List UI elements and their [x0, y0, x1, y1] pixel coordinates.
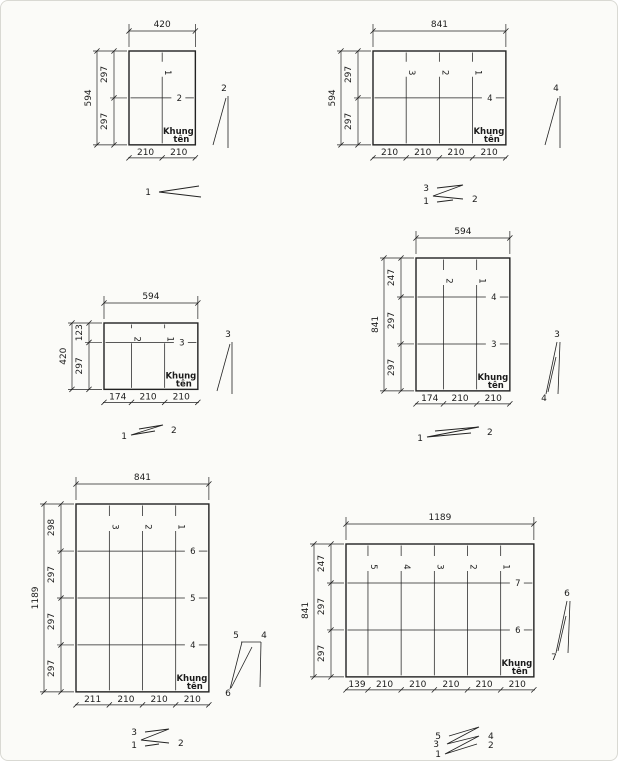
- v-fold-number: 3: [406, 70, 417, 76]
- v-fold-number: 1: [164, 336, 175, 342]
- col-dim-label: 210: [136, 147, 155, 158]
- seq-zigzag: [159, 192, 201, 197]
- seq-fold-number: 1: [423, 197, 429, 207]
- col-dim-label: 210: [183, 694, 201, 705]
- row-dim-label: 297: [47, 612, 57, 631]
- title-block-line2: tên: [511, 666, 528, 677]
- row-dim-label: 297: [47, 565, 57, 584]
- side-fold-number: 7: [551, 653, 557, 663]
- h-fold-number: 6: [190, 547, 196, 558]
- col-dim-label: 210: [414, 147, 432, 158]
- side-fold-line: [260, 642, 261, 687]
- top-dim-label: 594: [454, 227, 472, 237]
- col-dim-label: 210: [480, 147, 498, 158]
- diagram-a2-landscape: [59, 292, 232, 442]
- seq-zigzag: [445, 727, 479, 754]
- col-dim-label: 174: [421, 393, 439, 404]
- top-dim-label: 594: [142, 292, 160, 302]
- title-block-line1: Khung: [477, 372, 509, 383]
- col-dim-label: 210: [380, 147, 399, 158]
- side-fold-number: 4: [261, 631, 267, 641]
- h-fold-number: 3: [491, 339, 497, 350]
- seq-fold-number: 1: [131, 741, 137, 751]
- side-fold-line: [548, 357, 556, 392]
- col-dim-label: 210: [447, 147, 465, 158]
- row-dim-label: 297: [100, 65, 110, 84]
- side-fold-number: 4: [553, 84, 559, 94]
- col-dim-label: 210: [170, 147, 188, 158]
- seq-zigzag: [159, 186, 199, 192]
- h-fold-number: 4: [190, 640, 196, 651]
- h-fold-number: 6: [515, 625, 521, 636]
- side-fold-line: [545, 98, 558, 145]
- side-fold-line: [213, 98, 226, 145]
- col-dim-label: 174: [109, 392, 127, 403]
- v-fold-number: 1: [476, 278, 487, 284]
- seq-zigzag: [141, 729, 169, 743]
- overall-dim-label: 594: [84, 89, 94, 107]
- side-fold-line: [558, 616, 566, 651]
- top-dim-label: 841: [133, 473, 152, 483]
- title-block-line1: Khung: [501, 658, 533, 669]
- row-dim-label: 297: [387, 358, 397, 377]
- title-block-line2: tên: [483, 134, 500, 145]
- side-fold-number: 5: [233, 631, 239, 641]
- row-dim-label: 297: [344, 112, 354, 130]
- row-dim-label: 297: [100, 112, 110, 130]
- side-fold-line: [558, 342, 560, 394]
- row-dim-label: 297: [75, 357, 85, 375]
- row-dim-label: 297: [344, 65, 354, 84]
- v-fold-number: 1: [175, 524, 186, 530]
- seq-fold-number: 2: [472, 195, 478, 205]
- diagram-a3-portrait: [84, 20, 228, 198]
- title-block-line1: Khung: [473, 126, 505, 137]
- seq-fold-number: 2: [171, 426, 177, 436]
- overall-dim-label: 841: [371, 315, 381, 334]
- side-fold-line: [217, 344, 230, 391]
- side-fold-line: [556, 601, 567, 653]
- v-fold-number: 2: [131, 336, 142, 342]
- diagram-a0-portrait: [31, 473, 267, 751]
- col-dim-label: 210: [409, 679, 427, 690]
- title-block-line2: tên: [173, 134, 190, 145]
- col-dim-label: 210: [484, 393, 502, 404]
- v-fold-number: 2: [467, 564, 478, 570]
- seq-zigzag: [145, 744, 159, 746]
- col-dim-label: 210: [139, 392, 157, 403]
- seq-fold-number: 2: [178, 739, 184, 749]
- row-dim-label: 247: [387, 268, 397, 287]
- v-fold-number: 2: [142, 524, 153, 530]
- h-fold-number: 5: [190, 594, 196, 605]
- side-fold-number: 3: [554, 330, 560, 340]
- seq-zigzag: [131, 425, 163, 435]
- seq-fold-number: 5: [435, 732, 441, 742]
- v-fold-number: 1: [162, 70, 173, 76]
- seq-fold-number: 4: [488, 732, 494, 742]
- seq-zigzag: [433, 185, 463, 199]
- title-block-line2: tên: [175, 379, 192, 390]
- seq-fold-number: 3: [423, 184, 429, 194]
- title-block-line1: Khung: [176, 673, 208, 684]
- col-dim-label: 210: [117, 694, 135, 705]
- row-dim-label: 297: [317, 597, 327, 616]
- overall-dim-label: 1189: [31, 586, 41, 610]
- v-fold-number: 2: [443, 278, 454, 284]
- h-fold-number: 7: [515, 579, 521, 590]
- row-dim-label: 297: [387, 311, 397, 330]
- overall-dim-label: 841: [301, 601, 311, 620]
- col-dim-label: 210: [451, 393, 469, 404]
- diagram-a1-landscape: [328, 20, 560, 207]
- title-block-line2: tên: [186, 681, 203, 692]
- seq-fold-number: 2: [488, 741, 494, 751]
- col-dim-label: 210: [172, 392, 190, 403]
- v-fold-number: 5: [367, 564, 378, 570]
- seq-fold-number: 2: [487, 428, 493, 438]
- side-fold-number: 3: [225, 330, 231, 340]
- h-fold-number: 4: [487, 93, 493, 104]
- sheet-outline: [416, 258, 510, 391]
- side-fold-number: 4: [541, 394, 547, 404]
- row-dim-label: 298: [47, 518, 57, 537]
- seq-fold-number: 1: [121, 432, 127, 442]
- seq-fold-number: 3: [131, 728, 137, 738]
- v-fold-number: 4: [401, 564, 412, 570]
- row-dim-label: 247: [317, 554, 327, 573]
- overall-dim-label: 420: [59, 347, 69, 365]
- h-fold-number: 4: [491, 293, 497, 304]
- side-fold-number: 2: [221, 84, 227, 94]
- top-dim-label: 420: [153, 20, 171, 30]
- row-dim-label: 297: [317, 644, 327, 663]
- col-dim-label: 210: [375, 679, 394, 690]
- v-fold-number: 3: [109, 524, 120, 530]
- top-dim-label: 841: [430, 20, 449, 30]
- col-dim-label: 210: [150, 694, 168, 705]
- diagram-a1-portrait: [371, 227, 560, 444]
- v-fold-number: 1: [472, 70, 483, 76]
- seq-fold-number: 1: [417, 434, 423, 444]
- title-block-line2: tên: [487, 380, 504, 391]
- diagram-a0-landscape: [301, 513, 570, 760]
- side-fold-line: [568, 601, 570, 653]
- title-block-line1: Khung: [162, 126, 194, 137]
- top-dim-label: 1189: [428, 513, 452, 523]
- col-dim-label: 210: [475, 679, 493, 690]
- col-dim-label: 211: [84, 694, 102, 705]
- col-dim-label: 210: [442, 679, 460, 690]
- row-dim-label: 123: [75, 324, 85, 342]
- side-fold-line: [231, 647, 252, 688]
- col-dim-label: 139: [348, 679, 366, 690]
- side-fold-number: 6: [225, 689, 231, 699]
- side-fold-number: 6: [564, 589, 570, 599]
- h-fold-number: 3: [179, 338, 185, 349]
- seq-fold-number: 1: [435, 750, 441, 760]
- side-fold-line: [230, 642, 242, 689]
- side-fold-line: [546, 342, 557, 394]
- overall-dim-label: 594: [328, 89, 338, 107]
- diagram-canvas: [1, 1, 618, 761]
- seq-zigzag: [437, 200, 453, 202]
- v-fold-number: 1: [500, 564, 511, 570]
- row-dim-label: 297: [47, 659, 57, 677]
- title-block-line1: Khung: [165, 371, 197, 382]
- seq-zigzag: [427, 427, 479, 437]
- col-dim-label: 210: [508, 679, 526, 690]
- seq-fold-number: 1: [145, 188, 151, 198]
- v-fold-number: 2: [439, 70, 450, 76]
- seq-fold-number: 3: [433, 740, 439, 750]
- v-fold-number: 3: [434, 564, 445, 570]
- h-fold-number: 2: [176, 93, 183, 104]
